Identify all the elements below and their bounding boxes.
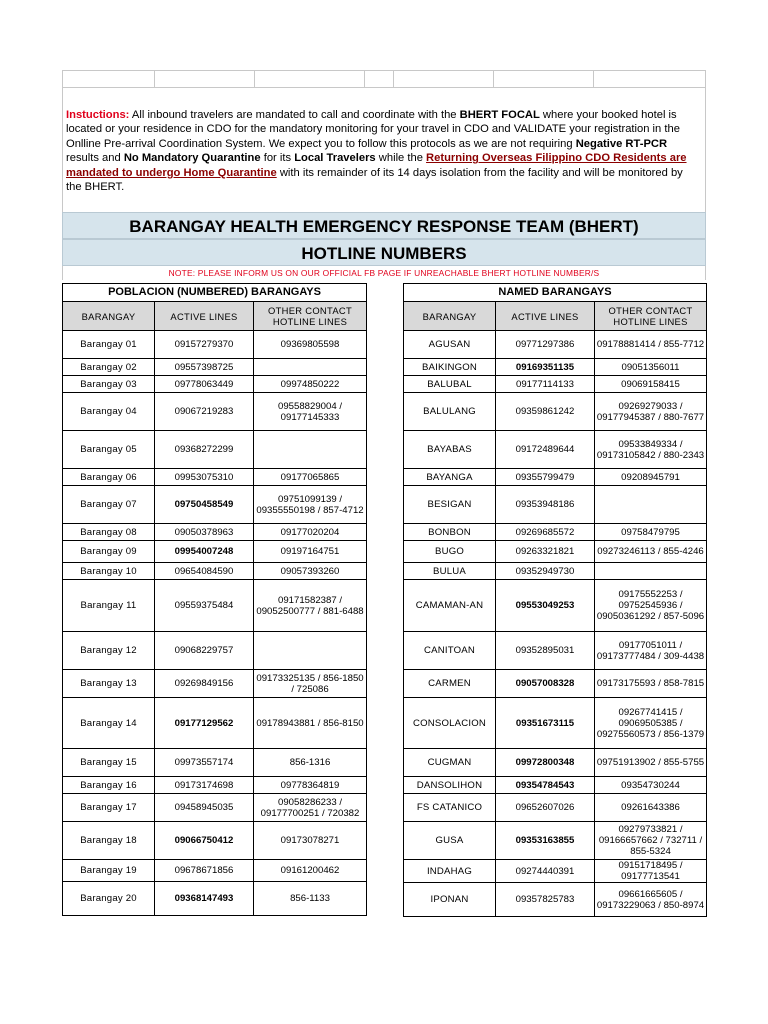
other-lines-cell: 09533849334 / 09173105842 / 880-2343	[595, 431, 707, 469]
table-row	[404, 359, 707, 376]
instructions-block: Instuctions: All inbound travelers are mandated to call and coordinate with the BHERT FOCAL where your booked hotel is located or your residence in CDO for the mandatory monitoring for your travel in CDO and VALIDATE your registration in the Onlline Pre-arrival Coordination System. We expect you to follow this protocols as we are not requiring Negative RT-PCR results and No Mandatory Quarantine for its Local Travelers while the Returning Overseas Filippino CDO Residents are mandated to undergo Home Quarantine with its remainder of its 14 days isolation from the facility and will be monitored by the BHERT.	[62, 88, 706, 212]
other-lines-cell: 09173175593 / 858-7815	[595, 670, 707, 698]
barangay-name-cell: CUGMAN	[404, 749, 496, 777]
barangay-name-cell: CANITOAN	[404, 632, 496, 670]
other-lines-cell	[595, 486, 707, 524]
other-lines-cell: 09197164751	[254, 541, 367, 563]
barangay-name-cell: INDAHAG	[404, 860, 496, 883]
table-row	[404, 541, 707, 563]
table-row	[404, 632, 707, 670]
other-lines-cell: 09558829004 / 09177145333	[254, 393, 367, 431]
table-row	[63, 822, 367, 860]
other-lines-cell: 09261643386	[595, 794, 707, 822]
spreadsheet-page	[62, 70, 706, 280]
active-line-cell: 09652607026	[496, 794, 595, 822]
other-lines-cell: 09354730244	[595, 777, 707, 794]
active-line-cell: 09353948186	[496, 486, 595, 524]
barangay-name-cell: Barangay 07	[63, 486, 155, 524]
other-lines-cell: 09177051011 / 09173777484 / 309-4438	[595, 632, 707, 670]
table-row	[63, 580, 367, 632]
other-lines-cell: 09778364819	[254, 777, 367, 794]
other-lines-cell: 09171582387 / 09052500777 / 881-6488	[254, 580, 367, 632]
barangay-name-cell: Barangay 18	[63, 822, 155, 860]
barangay-name-cell: BALUBAL	[404, 376, 496, 393]
table-row	[63, 359, 367, 376]
active-line-cell: 09973557174	[155, 749, 254, 777]
active-line-cell: 09263321821	[496, 541, 595, 563]
table-row	[63, 698, 367, 749]
other-lines-cell	[254, 359, 367, 376]
barangay-name-cell: Barangay 16	[63, 777, 155, 794]
other-lines-cell: 09151718495 / 09177713541	[595, 860, 707, 883]
active-line-cell: 09559375484	[155, 580, 254, 632]
poblacion-table-title: POBLACION (NUMBERED) BARANGAYS	[63, 284, 367, 302]
other-lines-cell: 09177020204	[254, 524, 367, 541]
active-line-cell: 09954007248	[155, 541, 254, 563]
active-line-cell: 09352895031	[496, 632, 595, 670]
other-lines-cell: 09369805598	[254, 331, 367, 359]
other-lines-cell: 09051356011	[595, 359, 707, 376]
table-row	[63, 670, 367, 698]
table-row	[63, 882, 367, 916]
table-row	[404, 883, 707, 917]
barangay-name-cell: Barangay 08	[63, 524, 155, 541]
active-line-cell: 09750458549	[155, 486, 254, 524]
barangay-name-cell: Barangay 10	[63, 563, 155, 580]
active-line-cell: 09269849156	[155, 670, 254, 698]
active-line-cell: 09553049253	[496, 580, 595, 632]
barangay-name-cell: Barangay 13	[63, 670, 155, 698]
barangay-name-cell: BALULANG	[404, 393, 496, 431]
bhert-focal-text: BHERT FOCAL	[459, 109, 540, 121]
barangay-name-cell: Barangay 14	[63, 698, 155, 749]
active-line-cell: 09351673115	[496, 698, 595, 749]
column-header-other-lines: OTHER CONTACT HOTLINE LINES	[595, 302, 707, 331]
active-line-cell: 09157279370	[155, 331, 254, 359]
table-row	[63, 376, 367, 393]
barangay-name-cell: DANSOLIHON	[404, 777, 496, 794]
active-line-cell: 09050378963	[155, 524, 254, 541]
barangay-name-cell: Barangay 15	[63, 749, 155, 777]
table-row	[63, 524, 367, 541]
table-row	[63, 541, 367, 563]
table-row	[404, 393, 707, 431]
table-row	[404, 749, 707, 777]
other-lines-cell	[595, 563, 707, 580]
barangay-name-cell: FS CATANICO	[404, 794, 496, 822]
home-quarantine-text: Returning Overseas Filippino CDO Residents are mandated to undergo Home Quarantine	[66, 152, 687, 179]
column-header-barangay: BARANGAY	[63, 302, 155, 331]
page-subtitle: HOTLINE NUMBERS	[62, 239, 706, 266]
other-lines-cell: 09173078271	[254, 822, 367, 860]
active-line-cell: 09354784543	[496, 777, 595, 794]
barangay-name-cell: CAMAMAN-AN	[404, 580, 496, 632]
table-row	[404, 698, 707, 749]
active-line-cell: 09654084590	[155, 563, 254, 580]
named-table-title: NAMED BARANGAYS	[404, 284, 707, 302]
table-row	[404, 580, 707, 632]
other-lines-cell: 09178943881 / 856-8150	[254, 698, 367, 749]
active-line-cell: 09177129562	[155, 698, 254, 749]
other-lines-cell: 09173325135 / 856-1850 / 725086	[254, 670, 367, 698]
instructions-label: Instuctions:	[66, 109, 130, 121]
barangay-name-cell: CARMEN	[404, 670, 496, 698]
active-line-cell: 09169351135	[496, 359, 595, 376]
other-lines-cell: 09273246113 / 855-4246	[595, 541, 707, 563]
table-row	[404, 670, 707, 698]
active-line-cell: 09359861242	[496, 393, 595, 431]
barangay-name-cell: IPONAN	[404, 883, 496, 917]
table-row	[404, 486, 707, 524]
table-row	[63, 393, 367, 431]
note-text: NOTE: PLEASE INFORM US ON OUR OFFICIAL FB PAGE IF UNREACHABLE BHERT HOTLINE NUMBER/S	[62, 266, 706, 280]
column-header-other-lines: OTHER CONTACT HOTLINE LINES	[254, 302, 367, 331]
barangay-name-cell: BAYABAS	[404, 431, 496, 469]
barangay-name-cell: BULUA	[404, 563, 496, 580]
table-row	[404, 563, 707, 580]
active-line-cell: 09357825783	[496, 883, 595, 917]
other-lines-cell: 856-1316	[254, 749, 367, 777]
page-title: BARANGAY HEALTH EMERGENCY RESPONSE TEAM (BHERT)	[62, 212, 706, 239]
table-row	[404, 469, 707, 486]
other-lines-cell: 09269279033 / 09177945387 / 880-7677	[595, 393, 707, 431]
other-lines-cell: 09177065865	[254, 469, 367, 486]
other-lines-cell: 09751913902 / 855-5755	[595, 749, 707, 777]
other-lines-cell: 09208945791	[595, 469, 707, 486]
other-lines-cell: 09661665605 / 09173229063 / 850-8974	[595, 883, 707, 917]
table-row	[404, 431, 707, 469]
active-line-cell: 09678671856	[155, 860, 254, 882]
barangay-name-cell: Barangay 11	[63, 580, 155, 632]
table-row	[404, 376, 707, 393]
other-lines-cell: 856-1133	[254, 882, 367, 916]
table-row	[63, 749, 367, 777]
poblacion-table	[62, 283, 367, 916]
other-lines-cell	[254, 632, 367, 670]
active-line-cell: 09269685572	[496, 524, 595, 541]
barangay-name-cell: GUSA	[404, 822, 496, 860]
table-row	[404, 777, 707, 794]
other-lines-cell: 09751099139 / 09355550198 / 857-4712	[254, 486, 367, 524]
active-line-cell: 09972800348	[496, 749, 595, 777]
active-line-cell: 09067219283	[155, 393, 254, 431]
active-line-cell: 09177114133	[496, 376, 595, 393]
active-line-cell: 09173174698	[155, 777, 254, 794]
table-row	[63, 632, 367, 670]
barangay-name-cell: Barangay 20	[63, 882, 155, 916]
table-row	[63, 431, 367, 469]
other-lines-cell: 09267741415 / 09069505385 / 09275560573 / 856-1379	[595, 698, 707, 749]
table-row	[63, 794, 367, 822]
other-lines-cell: 09069158415	[595, 376, 707, 393]
active-line-cell: 09066750412	[155, 822, 254, 860]
other-lines-cell: 09057393260	[254, 563, 367, 580]
active-line-cell: 09458945035	[155, 794, 254, 822]
other-lines-cell: 09178881414 / 855-7712	[595, 331, 707, 359]
other-lines-cell	[254, 431, 367, 469]
barangay-name-cell: Barangay 19	[63, 860, 155, 882]
barangay-name-cell: BAIKINGON	[404, 359, 496, 376]
barangay-name-cell: Barangay 04	[63, 393, 155, 431]
table-row	[63, 486, 367, 524]
table-row	[404, 524, 707, 541]
named-barangays-table	[403, 283, 707, 917]
active-line-cell: 09057008328	[496, 670, 595, 698]
barangay-name-cell: Barangay 01	[63, 331, 155, 359]
barangay-name-cell: BAYANGA	[404, 469, 496, 486]
active-line-cell: 09368272299	[155, 431, 254, 469]
active-line-cell: 09355799479	[496, 469, 595, 486]
other-lines-cell: 09058286233 / 09177700251 / 720382	[254, 794, 367, 822]
table-row	[63, 777, 367, 794]
other-lines-cell: 09161200462	[254, 860, 367, 882]
active-line-cell: 09368147493	[155, 882, 254, 916]
other-lines-cell: 09974850222	[254, 376, 367, 393]
table-row	[63, 331, 367, 359]
active-line-cell: 09068229757	[155, 632, 254, 670]
table-row	[63, 563, 367, 580]
table-row	[404, 331, 707, 359]
other-lines-cell: 09279733821 / 09166657662 / 732711 / 855-5324	[595, 822, 707, 860]
active-line-cell: 09771297386	[496, 331, 595, 359]
table-row	[63, 860, 367, 882]
barangay-name-cell: Barangay 02	[63, 359, 155, 376]
other-lines-cell: 09175552253 / 09752545936 / 09050361292 / 857-5096	[595, 580, 707, 632]
column-header-barangay: BARANGAY	[404, 302, 496, 331]
barangay-name-cell: CONSOLACION	[404, 698, 496, 749]
barangay-name-cell: Barangay 17	[63, 794, 155, 822]
active-line-cell: 09172489644	[496, 431, 595, 469]
table-row	[404, 860, 707, 883]
barangay-name-cell: BONBON	[404, 524, 496, 541]
barangay-name-cell: BESIGAN	[404, 486, 496, 524]
table-row	[404, 822, 707, 860]
column-header-active-lines: ACTIVE LINES	[155, 302, 254, 331]
barangay-name-cell: Barangay 05	[63, 431, 155, 469]
other-lines-cell: 09758479795	[595, 524, 707, 541]
active-line-cell: 09778063449	[155, 376, 254, 393]
barangay-name-cell: AGUSAN	[404, 331, 496, 359]
active-line-cell: 09352949730	[496, 563, 595, 580]
active-line-cell: 09274440391	[496, 860, 595, 883]
barangay-name-cell: Barangay 06	[63, 469, 155, 486]
table-row	[404, 794, 707, 822]
table-row	[63, 469, 367, 486]
active-line-cell: 09353163855	[496, 822, 595, 860]
empty-header-row	[62, 70, 706, 88]
barangay-name-cell: Barangay 09	[63, 541, 155, 563]
barangay-name-cell: Barangay 03	[63, 376, 155, 393]
barangay-name-cell: Barangay 12	[63, 632, 155, 670]
active-line-cell: 09557398725	[155, 359, 254, 376]
column-header-active-lines: ACTIVE LINES	[496, 302, 595, 331]
active-line-cell: 09953075310	[155, 469, 254, 486]
barangay-name-cell: BUGO	[404, 541, 496, 563]
